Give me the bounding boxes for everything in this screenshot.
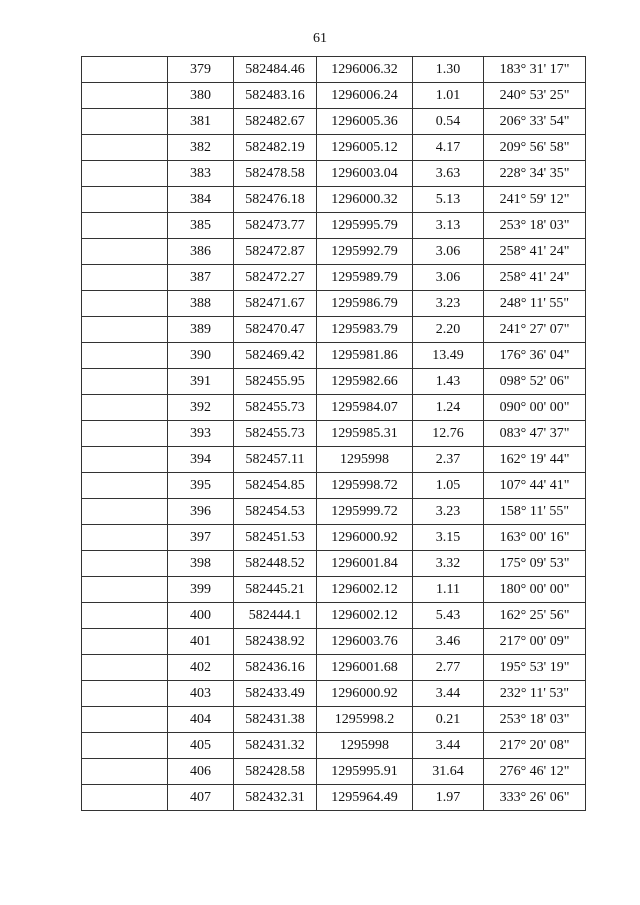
point-number-cell: 390 [168, 343, 234, 369]
point-number-cell: 405 [168, 733, 234, 759]
direction-angle-cell: 158° 11' 55" [484, 499, 586, 525]
point-number-cell: 403 [168, 681, 234, 707]
direction-angle-cell: 253° 18' 03" [484, 707, 586, 733]
y-coordinate-cell: 1295981.86 [317, 343, 413, 369]
y-coordinate-cell: 1295985.31 [317, 421, 413, 447]
y-coordinate-cell: 1296001.84 [317, 551, 413, 577]
y-coordinate-cell: 1295998 [317, 733, 413, 759]
point-number-cell: 402 [168, 655, 234, 681]
table-row [82, 655, 586, 681]
point-number-cell: 382 [168, 135, 234, 161]
direction-angle-cell: 240° 53' 25" [484, 83, 586, 109]
direction-angle-cell: 162° 19' 44" [484, 447, 586, 473]
direction-angle-cell: 248° 11' 55" [484, 291, 586, 317]
direction-angle-cell: 098° 52' 06" [484, 369, 586, 395]
table-row [82, 733, 586, 759]
distance-cell: 3.06 [413, 265, 484, 291]
table-row [82, 629, 586, 655]
table-row [82, 317, 586, 343]
distance-cell: 1.97 [413, 785, 484, 811]
point-number-cell: 379 [168, 57, 234, 83]
direction-angle-cell: 176° 36' 04" [484, 343, 586, 369]
point-number-cell: 392 [168, 395, 234, 421]
direction-angle-cell: 183° 31' 17" [484, 57, 586, 83]
distance-cell: 5.43 [413, 603, 484, 629]
distance-cell: 3.32 [413, 551, 484, 577]
distance-cell: 13.49 [413, 343, 484, 369]
distance-cell: 1.11 [413, 577, 484, 603]
blank-cell [82, 421, 168, 447]
blank-cell [82, 473, 168, 499]
point-number-cell: 384 [168, 187, 234, 213]
blank-cell [82, 213, 168, 239]
y-coordinate-cell: 1295995.91 [317, 759, 413, 785]
y-coordinate-cell: 1296003.04 [317, 161, 413, 187]
distance-cell: 2.37 [413, 447, 484, 473]
x-coordinate-cell: 582432.31 [234, 785, 317, 811]
table-row [82, 239, 586, 265]
distance-cell: 5.13 [413, 187, 484, 213]
blank-cell [82, 395, 168, 421]
y-coordinate-cell: 1295998 [317, 447, 413, 473]
y-coordinate-cell: 1296000.32 [317, 187, 413, 213]
table-row [82, 759, 586, 785]
direction-angle-cell: 217° 00' 09" [484, 629, 586, 655]
point-number-cell: 393 [168, 421, 234, 447]
table-row [82, 369, 586, 395]
y-coordinate-cell: 1295982.66 [317, 369, 413, 395]
direction-angle-cell: 333° 26' 06" [484, 785, 586, 811]
table-row [82, 395, 586, 421]
direction-angle-cell: 090° 00' 00" [484, 395, 586, 421]
x-coordinate-cell: 582469.42 [234, 343, 317, 369]
y-coordinate-cell: 1295999.72 [317, 499, 413, 525]
direction-angle-cell: 258° 41' 24" [484, 265, 586, 291]
x-coordinate-cell: 582484.46 [234, 57, 317, 83]
blank-cell [82, 369, 168, 395]
direction-angle-cell: 217° 20' 08" [484, 733, 586, 759]
x-coordinate-cell: 582455.73 [234, 421, 317, 447]
x-coordinate-cell: 582444.1 [234, 603, 317, 629]
distance-cell: 3.06 [413, 239, 484, 265]
direction-angle-cell: 195° 53' 19" [484, 655, 586, 681]
table-row [82, 785, 586, 811]
x-coordinate-cell: 582471.67 [234, 291, 317, 317]
direction-angle-cell: 206° 33' 54" [484, 109, 586, 135]
blank-cell [82, 57, 168, 83]
table-row [82, 161, 586, 187]
table-row [82, 551, 586, 577]
y-coordinate-cell: 1296000.92 [317, 681, 413, 707]
table-row [82, 187, 586, 213]
table-row [82, 291, 586, 317]
blank-cell [82, 135, 168, 161]
point-number-cell: 388 [168, 291, 234, 317]
direction-angle-cell: 241° 27' 07" [484, 317, 586, 343]
x-coordinate-cell: 582483.16 [234, 83, 317, 109]
table-row [82, 473, 586, 499]
y-coordinate-cell: 1296000.92 [317, 525, 413, 551]
distance-cell: 12.76 [413, 421, 484, 447]
table-row [82, 265, 586, 291]
x-coordinate-cell: 582431.38 [234, 707, 317, 733]
blank-cell [82, 629, 168, 655]
table-row [82, 707, 586, 733]
distance-cell: 3.46 [413, 629, 484, 655]
blank-cell [82, 265, 168, 291]
blank-cell [82, 291, 168, 317]
distance-cell: 0.54 [413, 109, 484, 135]
direction-angle-cell: 258° 41' 24" [484, 239, 586, 265]
distance-cell: 3.23 [413, 499, 484, 525]
x-coordinate-cell: 582431.32 [234, 733, 317, 759]
blank-cell [82, 785, 168, 811]
x-coordinate-cell: 582482.19 [234, 135, 317, 161]
point-number-cell: 387 [168, 265, 234, 291]
blank-cell [82, 447, 168, 473]
table-row [82, 499, 586, 525]
y-coordinate-cell: 1295995.79 [317, 213, 413, 239]
x-coordinate-cell: 582476.18 [234, 187, 317, 213]
distance-cell: 3.44 [413, 681, 484, 707]
x-coordinate-cell: 582455.73 [234, 395, 317, 421]
distance-cell: 2.77 [413, 655, 484, 681]
y-coordinate-cell: 1296002.12 [317, 603, 413, 629]
table-row [82, 421, 586, 447]
page-number: 61 [313, 31, 327, 46]
point-number-cell: 383 [168, 161, 234, 187]
blank-cell [82, 109, 168, 135]
x-coordinate-cell: 582478.58 [234, 161, 317, 187]
distance-cell: 3.44 [413, 733, 484, 759]
blank-cell [82, 343, 168, 369]
table-row [82, 681, 586, 707]
point-number-cell: 400 [168, 603, 234, 629]
y-coordinate-cell: 1295989.79 [317, 265, 413, 291]
distance-cell: 1.05 [413, 473, 484, 499]
distance-cell: 31.64 [413, 759, 484, 785]
x-coordinate-cell: 582445.21 [234, 577, 317, 603]
table-body [82, 57, 586, 811]
point-number-cell: 407 [168, 785, 234, 811]
direction-angle-cell: 107° 44' 41" [484, 473, 586, 499]
distance-cell: 3.13 [413, 213, 484, 239]
y-coordinate-cell: 1296001.68 [317, 655, 413, 681]
y-coordinate-cell: 1295998.72 [317, 473, 413, 499]
blank-cell [82, 161, 168, 187]
table-row [82, 57, 586, 83]
y-coordinate-cell: 1295964.49 [317, 785, 413, 811]
y-coordinate-cell: 1295984.07 [317, 395, 413, 421]
blank-cell [82, 759, 168, 785]
table-row [82, 343, 586, 369]
direction-angle-cell: 175° 09' 53" [484, 551, 586, 577]
blank-cell [82, 707, 168, 733]
blank-cell [82, 187, 168, 213]
distance-cell: 1.24 [413, 395, 484, 421]
point-number-cell: 401 [168, 629, 234, 655]
distance-cell: 4.17 [413, 135, 484, 161]
direction-angle-cell: 162° 25' 56" [484, 603, 586, 629]
distance-cell: 1.43 [413, 369, 484, 395]
y-coordinate-cell: 1295983.79 [317, 317, 413, 343]
point-number-cell: 398 [168, 551, 234, 577]
table-row [82, 577, 586, 603]
distance-cell: 0.21 [413, 707, 484, 733]
point-number-cell: 399 [168, 577, 234, 603]
x-coordinate-cell: 582455.95 [234, 369, 317, 395]
y-coordinate-cell: 1296003.76 [317, 629, 413, 655]
table-row [82, 447, 586, 473]
point-number-cell: 394 [168, 447, 234, 473]
distance-cell: 1.30 [413, 57, 484, 83]
y-coordinate-cell: 1295998.2 [317, 707, 413, 733]
y-coordinate-cell: 1295992.79 [317, 239, 413, 265]
direction-angle-cell: 163° 00' 16" [484, 525, 586, 551]
table-row [82, 135, 586, 161]
distance-cell: 3.23 [413, 291, 484, 317]
table-row [82, 109, 586, 135]
blank-cell [82, 681, 168, 707]
point-number-cell: 389 [168, 317, 234, 343]
x-coordinate-cell: 582482.67 [234, 109, 317, 135]
y-coordinate-cell: 1296006.24 [317, 83, 413, 109]
blank-cell [82, 551, 168, 577]
x-coordinate-cell: 582428.58 [234, 759, 317, 785]
x-coordinate-cell: 582433.49 [234, 681, 317, 707]
y-coordinate-cell: 1295986.79 [317, 291, 413, 317]
coordinates-table [81, 56, 586, 811]
direction-angle-cell: 241° 59' 12" [484, 187, 586, 213]
blank-cell [82, 603, 168, 629]
x-coordinate-cell: 582457.11 [234, 447, 317, 473]
point-number-cell: 404 [168, 707, 234, 733]
x-coordinate-cell: 582472.87 [234, 239, 317, 265]
distance-cell: 1.01 [413, 83, 484, 109]
y-coordinate-cell: 1296002.12 [317, 577, 413, 603]
table-row [82, 603, 586, 629]
x-coordinate-cell: 582448.52 [234, 551, 317, 577]
point-number-cell: 397 [168, 525, 234, 551]
blank-cell [82, 733, 168, 759]
x-coordinate-cell: 582473.77 [234, 213, 317, 239]
point-number-cell: 385 [168, 213, 234, 239]
table-row [82, 213, 586, 239]
point-number-cell: 391 [168, 369, 234, 395]
point-number-cell: 380 [168, 83, 234, 109]
point-number-cell: 381 [168, 109, 234, 135]
y-coordinate-cell: 1296005.12 [317, 135, 413, 161]
blank-cell [82, 239, 168, 265]
blank-cell [82, 83, 168, 109]
table-row [82, 525, 586, 551]
distance-cell: 2.20 [413, 317, 484, 343]
blank-cell [82, 577, 168, 603]
table-row [82, 83, 586, 109]
point-number-cell: 386 [168, 239, 234, 265]
point-number-cell: 406 [168, 759, 234, 785]
blank-cell [82, 655, 168, 681]
direction-angle-cell: 180° 00' 00" [484, 577, 586, 603]
x-coordinate-cell: 582454.85 [234, 473, 317, 499]
x-coordinate-cell: 582470.47 [234, 317, 317, 343]
x-coordinate-cell: 582438.92 [234, 629, 317, 655]
x-coordinate-cell: 582472.27 [234, 265, 317, 291]
direction-angle-cell: 232° 11' 53" [484, 681, 586, 707]
y-coordinate-cell: 1296006.32 [317, 57, 413, 83]
point-number-cell: 396 [168, 499, 234, 525]
direction-angle-cell: 276° 46' 12" [484, 759, 586, 785]
distance-cell: 3.15 [413, 525, 484, 551]
x-coordinate-cell: 582436.16 [234, 655, 317, 681]
blank-cell [82, 317, 168, 343]
point-number-cell: 395 [168, 473, 234, 499]
blank-cell [82, 525, 168, 551]
direction-angle-cell: 209° 56' 58" [484, 135, 586, 161]
blank-cell [82, 499, 168, 525]
x-coordinate-cell: 582451.53 [234, 525, 317, 551]
direction-angle-cell: 228° 34' 35" [484, 161, 586, 187]
x-coordinate-cell: 582454.53 [234, 499, 317, 525]
distance-cell: 3.63 [413, 161, 484, 187]
direction-angle-cell: 253° 18' 03" [484, 213, 586, 239]
y-coordinate-cell: 1296005.36 [317, 109, 413, 135]
direction-angle-cell: 083° 47' 37" [484, 421, 586, 447]
